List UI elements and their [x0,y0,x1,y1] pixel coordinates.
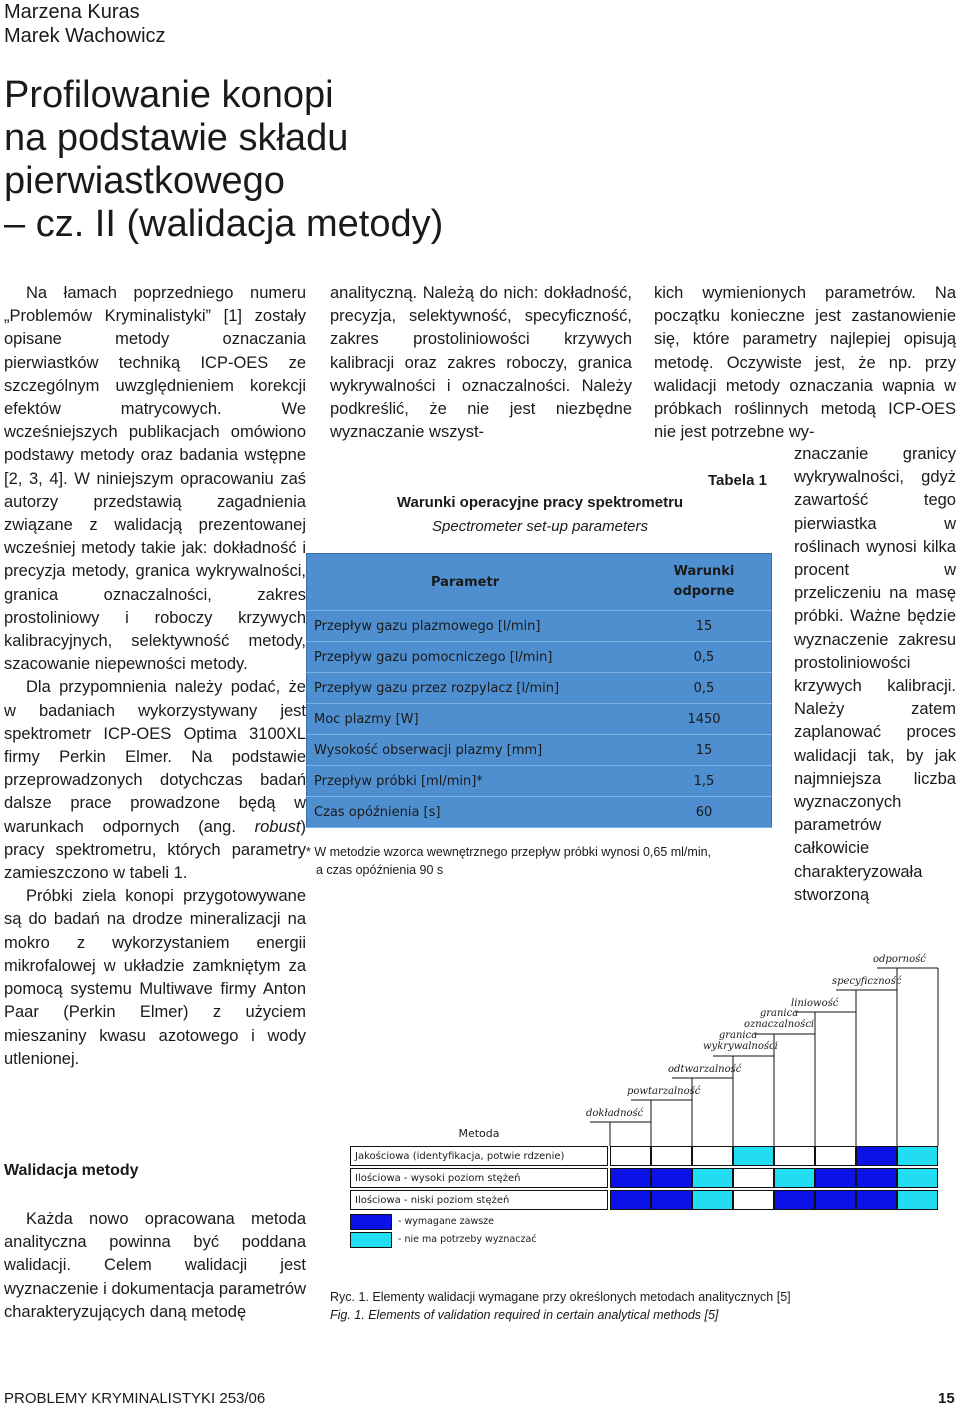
param-label: specyficzność [832,976,902,987]
paragraph: Każda nowo opracowana metoda analityczna powinna być poddana walidacji. Celem walidacji jest wyznaczenie i dokumentacja parametrów charakteryzujących daną metodę [4,1210,306,1321]
legend-optional: - nie ma potrzeby wyznaczać [398,1234,537,1245]
param-label: odporność [873,954,926,965]
value-cell: 0,5 [637,673,772,704]
column-3 [654,282,956,444]
value-cell: 15 [637,611,772,642]
paragraph-text: Dla przypomnienia należy podać, że w badaniach wykorzystywany jest spektrometr ICP-OES Optima 3100XL firmy Perkin Elmer. Na podstawie przeprowadzonych dotychczas badań dalsze prace prowadzone będą w warunkach odpornych (ang. [4,678,306,836]
method-cell-empty [733,1168,774,1188]
method-header: Metoda [458,1127,500,1140]
title-line: pierwiastkowego [4,160,285,202]
column-3-narrow [794,443,956,907]
method-cell-cyan [692,1190,733,1210]
column-1-bottom [4,1208,306,1324]
param-cell: Przepływ gazu przez rozpylacz [l/min] [307,673,638,704]
section-heading: Walidacja metody [4,1162,139,1179]
caption-english: Fig. 1. Elements of validation required in certain analytical methods [5] [330,1308,719,1322]
table-subtitle: Spectrometer set-up parameters [432,518,648,535]
method-cell-blue [774,1190,815,1210]
parameters-table [306,553,772,828]
title-line: – cz. II (walidacja metody) [4,203,444,245]
value-cell: 1450 [637,704,772,735]
method-cell-blue [651,1190,692,1210]
method-row-label: Ilościowa - niski poziom stężeń [350,1190,608,1210]
paragraph: kich wymienionych parametrów. Na początku konieczne jest zastanowienie się, które parametry najlepiej opisują metodę. Oczywiste jest, że np. przy walidacji metody oznaczania wapnia w próbkach roślinnych metodą ICP-OES nie jest potrzebne wy- [654,284,956,442]
method-cell-empty [774,1146,815,1166]
paragraph: Próbki ziela konopi przygotowywane są do badań na drodze mineralizacji na mokro z wykorzystaniem energii mikrofalowej w układzie zamkniętym za pomocą systemu Multiwave firmy Anton Paar (Perkin Elmer) z użyciem mieszaniny kwasu azotowego i wody utlenionej. [4,887,306,1068]
column-header-line: odporne [673,584,735,599]
method-cell-empty [651,1146,692,1166]
table-row [307,797,772,828]
article-title [4,74,524,246]
method-cell-empty [733,1190,774,1210]
caption-polish: Ryc. 1. Elementy walidacji wymagane przy określonych metodach analitycznych [5] [330,1290,791,1304]
value-cell: 60 [637,797,772,828]
method-cell-cyan [692,1168,733,1188]
param-cell: Czas opóźnienia [s] [307,797,638,828]
method-cell-blue [856,1168,897,1188]
paragraph-italic: robust [254,817,301,836]
figure-caption [330,1288,791,1324]
page-number: 15 [938,1390,955,1407]
table-row [307,735,772,766]
column-header [637,554,772,611]
paragraph: analityczną. Należą do nich: dokładność, precyzja, selektywność, specyficzność, zakres prostoliniowości krzywych kalibracji oraz zakres roboczy, granica wykrywalności i oznaczalności. Należy podkreślić, że nie jest niezbędne wyznaczanie wszyst- [330,284,632,442]
table-number: Tabela 1 [708,472,767,489]
legend-swatch-required [350,1214,392,1230]
paragraph [4,676,306,885]
method-row-label: Ilościowa - wysoki poziom stężeń [350,1168,608,1188]
param-label: powtarzalność [627,1086,701,1097]
method-cell-blue [610,1190,651,1210]
method-row-label: Jakościowa (identyfikacja, potwie rdzenie) [350,1146,608,1166]
method-cell-blue [856,1146,897,1166]
method-cell-blue [651,1168,692,1188]
param-label: odtwarzalność [668,1064,742,1075]
column-header-line: Warunki [673,564,735,579]
author-name: Marek Wachowicz [4,25,166,47]
table-header-row [307,554,772,611]
title-line: na podstawie składu [4,117,349,159]
table-row [307,642,772,673]
authors [4,0,166,48]
method-cell-empty [815,1146,856,1166]
paragraph-text: ) pracy spektrometru, których parametry zamieszczono w tabeli 1. [4,817,306,883]
table-row [307,673,772,704]
param-label: dokładność [586,1108,644,1119]
footnote-line: * W metodzie wzorca wewnętrznego przepływ próbki wynosi 0,65 ml/min, [306,845,712,859]
method-cell-cyan [774,1168,815,1188]
paragraph: Na łamach poprzedniego numeru „Problemów Kryminalistyki” [1] zostały opisane metody oznaczania pierwiastków techniką ICP-OES ze szczególnym uwzględnieniem korekcji efektów matrycowych. We wcześniejszych publikacjach omówiono podstawy metody oraz badania wstępne [2, 3, 4]. W niniejszym opracowaniu zaś autorzy przedstawią zagadnienia związane z walidacją prezentowanej wcześniej metody takie jak: dokładność i precyzja metody, granica wykrywalności, granica oznaczalności, zakres prostoliniowy i roboczy krzywych kalibracyjnych, selektywność metody, szacowanie niepewności metody. [4,284,306,674]
legend-required: - wymagane zawsze [398,1216,495,1227]
method-cell-empty [610,1146,651,1166]
method-cell-blue [856,1190,897,1210]
method-cell-cyan [897,1190,938,1210]
value-cell: 1,5 [637,766,772,797]
column-2 [330,282,632,444]
method-cell-empty [692,1146,733,1166]
param-label: liniowość [791,998,839,1009]
footnote-line: a czas opóźnienia 90 s [316,863,444,877]
journal-footer: PROBLEMY KRYMINALISTYKI 253/06 [4,1390,266,1407]
method-cell-blue [815,1190,856,1210]
paragraph: znaczanie granicy wykrywalności, gdyż zawartość tego pierwiastka w roślinach wynosi kilka procent w przeliczeniu na masę próbki. Ważne będzie wyznaczenie zakresu prostoliniowości krzywych kalibracji. Należy zatem zaplanować proces walidacji tak, by jak najmniejsza liczba wyznaczonych parametrów całkowicie charakteryzowała stworzoną [794,445,956,904]
table-row [307,704,772,735]
legend-swatch-optional [350,1232,392,1248]
author-name: Marzena Kuras [4,1,140,23]
value-cell: 0,5 [637,642,772,673]
table-title: Warunki operacyjne pracy spektrometru [396,494,684,511]
table-footnote [306,843,711,879]
param-label: granica wykrywalności [703,1030,778,1052]
method-cell-cyan [897,1146,938,1166]
column-header: Parametr [307,554,638,611]
method-cell-blue [610,1168,651,1188]
column-1 [4,282,306,1071]
param-cell: Przepływ próbki [ml/min]* [307,766,638,797]
method-cell-cyan [733,1146,774,1166]
param-label: granica oznaczalności [744,1008,815,1030]
table-row [307,611,772,642]
method-cell-blue [815,1168,856,1188]
title-line: Profilowanie konopi [4,74,334,116]
param-cell: Moc plazmy [W] [307,704,638,735]
param-cell: Wysokość obserwacji plazmy [mm] [307,735,638,766]
table-row [307,766,772,797]
param-cell: Przepływ gazu pomocniczego [l/min] [307,642,638,673]
value-cell: 15 [637,735,772,766]
param-cell: Przepływ gazu plazmowego [l/min] [307,611,638,642]
method-cell-cyan [897,1168,938,1188]
